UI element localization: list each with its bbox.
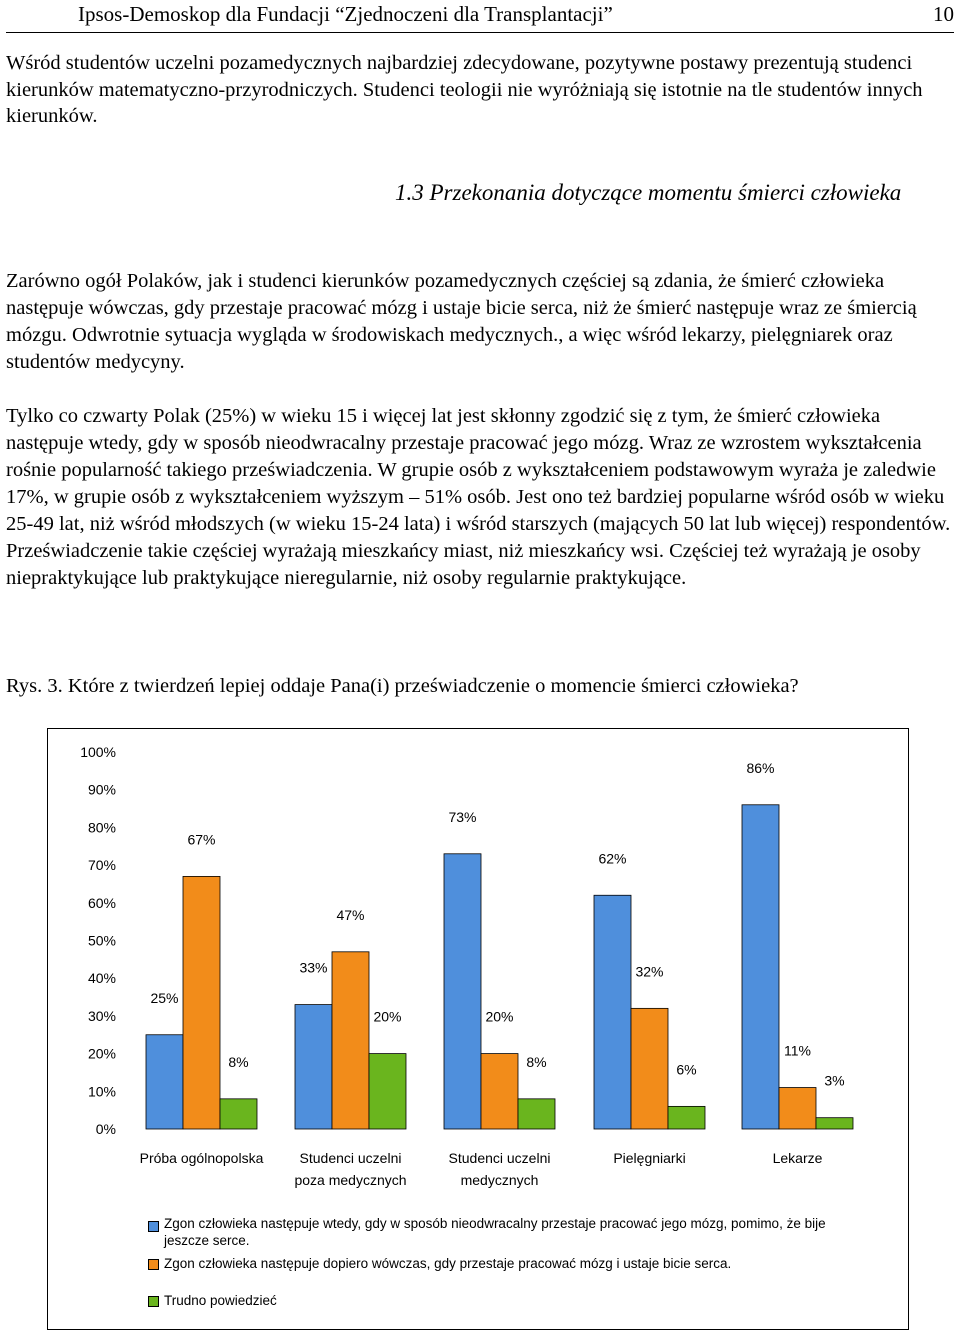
- data-label: 8%: [526, 1053, 547, 1070]
- legend-swatch-orange: [148, 1259, 159, 1270]
- data-label: 47%: [336, 906, 365, 923]
- y-tick-label: 70%: [87, 857, 116, 874]
- y-tick-label: 90%: [87, 781, 116, 798]
- bar: [369, 1054, 406, 1129]
- data-label: 3%: [824, 1072, 845, 1089]
- y-tick-label: 80%: [87, 819, 116, 836]
- body-paragraph-1: Zarówno ogół Polaków, jak i studenci kierunków pozamedycznych częściej są zdania, że śmierć człowieka następuje wówczas, gdy przestaje pracować mózg i ustaje bicie serca, niż że śmierć następuje wraz ze śmiercią mózgu. Odwrotnie sytuacja wygląda w środowiskach medycznych., a więc wśród lekarzy, pielęgniarek oraz studentów medycyny.: [6, 270, 917, 373]
- bar: [668, 1106, 705, 1129]
- page-number: 10: [933, 2, 954, 26]
- y-tick-label: 100%: [80, 744, 116, 760]
- legend-item-brain-and-heart: [148, 1255, 854, 1272]
- category-label: Próba ogólnopolska: [139, 1150, 264, 1166]
- body-paragraph-2: Tylko co czwarty Polak (25%) w wieku 15 i więcej lat jest skłonny zgodzić się z tym, że śmierć człowieka następuje wtedy, gdy w sposób nieodwracalny przestaje pracować jego mózg. Wraz ze wzrostem wykształcenia rośnie popularność takiego przeświadczenia. W grupie osób z wykształceniem podstawowym wyraża je zaledwie 17%, w grupie osób z wykształceniem wyższym – 51% osób. Jest ono też bardziej popularne wśród osób w wieku 25-49 lat, niż wśród młodszych (w wieku 15-24 lata) i wśród starszych (mających 50 lat lub więcej) respondentów. Przeświadczenie takie częściej wyrażają mieszkańcy miast, niż mieszkańcy wsi. Częściej też wyrażają je osoby niepraktykujące lub praktykujące nieregularnie, niż osoby regularnie praktykujące.: [6, 405, 951, 589]
- bar: [444, 854, 481, 1129]
- data-label: 6%: [676, 1061, 697, 1078]
- legend-label: Trudno powiedzieć: [164, 1293, 277, 1308]
- bar: [816, 1118, 853, 1129]
- bar: [220, 1099, 257, 1129]
- category-label: Studenci uczelni: [299, 1150, 402, 1166]
- bar: [295, 1005, 332, 1129]
- category-label: medycznych: [460, 1172, 539, 1188]
- y-tick-label: 0%: [95, 1121, 116, 1137]
- legend-item-brain-death: [148, 1215, 854, 1249]
- section-heading: 1.3 Przekonania dotyczące momentu śmierci człowieka: [395, 180, 902, 205]
- y-tick-label: 60%: [87, 894, 116, 911]
- category-label: poza medycznych: [294, 1172, 407, 1188]
- bar: [183, 876, 220, 1129]
- legend-swatch-blue: [148, 1221, 159, 1232]
- category-label: Pielęgniarki: [613, 1150, 686, 1166]
- category-label: Lekarze: [772, 1150, 823, 1166]
- bar: [481, 1054, 518, 1129]
- bar: [518, 1099, 555, 1129]
- data-label: 33%: [299, 959, 328, 976]
- header-title: Ipsos-Demoskop dla Fundacji “Zjednoczeni dla Transplantacji”: [78, 2, 613, 26]
- legend-item-hard-to-say: [148, 1292, 854, 1309]
- data-label: 8%: [228, 1053, 249, 1070]
- bar: [742, 805, 779, 1129]
- bar: [332, 952, 369, 1129]
- y-tick-label: 30%: [87, 1007, 116, 1024]
- data-label: 20%: [485, 1008, 514, 1025]
- bar: [594, 895, 631, 1129]
- y-tick-label: 40%: [87, 970, 116, 987]
- bar: [779, 1088, 816, 1129]
- y-tick-label: 10%: [87, 1083, 116, 1100]
- figure-caption: Rys. 3. Które z twierdzeń lepiej oddaje Pana(i) przeświadczenie o momencie śmierci człowieka?: [6, 675, 799, 697]
- bar: [631, 1008, 668, 1129]
- data-label: 25%: [150, 989, 179, 1006]
- legend-label: Zgon człowieka następuje wtedy, gdy w sposób nieodwracalny przestaje pracować jego mózg, pomimo, że bije jeszcze serce.: [164, 1216, 826, 1248]
- data-label: 73%: [448, 808, 477, 825]
- bar: [146, 1035, 183, 1129]
- data-label: 11%: [784, 1042, 811, 1059]
- category-label: Studenci uczelni: [448, 1150, 551, 1166]
- data-label: 67%: [187, 831, 216, 848]
- data-label: 86%: [746, 759, 775, 776]
- page-header: [6, 0, 954, 33]
- data-label: 62%: [598, 850, 627, 867]
- y-tick-label: 50%: [87, 932, 116, 949]
- legend-label: Zgon człowieka następuje dopiero wówczas, gdy przestaje pracować mózg i ustaje bicie serca.: [164, 1256, 732, 1271]
- intro-paragraph: Wśród studentów uczelni pozamedycznych najbardziej zdecydowane, pozytywne postawy prezentują studenci kierunków matematyczno-przyrodniczych. Studenci teologii nie wyróżniają się istotnie na tle studentów innych kierunków.: [6, 52, 923, 127]
- data-label: 20%: [373, 1008, 402, 1025]
- legend-swatch-green: [148, 1296, 159, 1307]
- data-label: 32%: [635, 963, 664, 980]
- y-tick-label: 20%: [87, 1045, 116, 1062]
